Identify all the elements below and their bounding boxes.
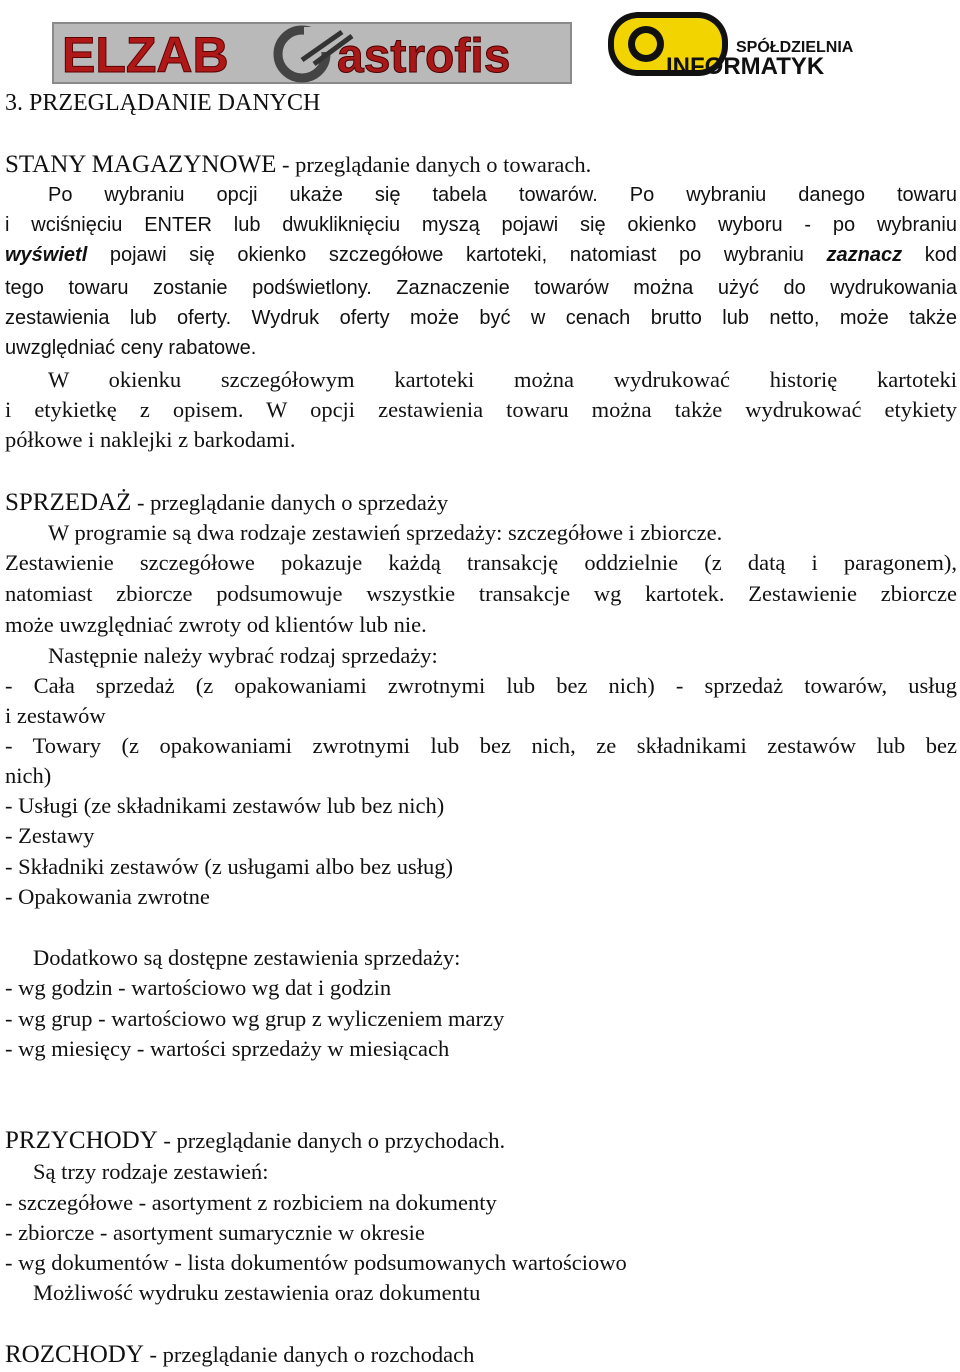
sprzedaz-item-zestawy: - Zestawy [5, 823, 95, 848]
sprzedaz-heading-rest: - przeglądanie danych o sprzedaży [131, 490, 449, 515]
section-title: 3. PRZEGLĄDANIE DANYCH [5, 90, 321, 116]
stany-line-3 [5, 240, 957, 270]
przychody-heading: PRZYCHODY [5, 1127, 158, 1154]
stany-heading-line [5, 150, 957, 180]
rozchody-heading-rest: - przeglądanie danych o rozchodach [143, 1342, 475, 1367]
sprzedaz-line-5: Następnie należy wybrać rodzaj sprzedaży: [48, 643, 438, 668]
sprzedaz-dodatkowo: Dodatkowo są dostępne zestawienia sprzedaży: [33, 945, 461, 970]
stany-line-1: Po wybraniu opcji ukaże się tabela towarów. Po wybraniu danego towaru [48, 184, 957, 206]
przychody-wg-dokumentow: - wg dokumentów - lista dokumentów podsumowanych wartościowo [5, 1250, 627, 1275]
stany-line-8: i etykietkę z opisem. W opcji zestawienia towaru można także wydrukować etykiety [5, 397, 957, 422]
rozchody-heading-line [5, 1340, 957, 1370]
stany-line-7: W okienku szczegółowym kartoteki można wydrukować historię kartoteki [48, 367, 957, 392]
przychody-szczegolowe: - szczegółowe - asortyment z rozbiciem na dokumenty [5, 1190, 497, 1215]
sprzedaz-heading-line [5, 488, 957, 518]
spoldzielnia-text: SPÓŁDZIELNIA [736, 39, 854, 56]
stany-line-3-mid: pojawi się okienko szczegółowe kartoteki, natomiast po wybraniu [87, 244, 827, 266]
sprzedaz-item-opakowania: - Opakowania zwrotne [5, 884, 210, 909]
przychody-zbiorcze: - zbiorcze - asortyment sumarycznie w okresie [5, 1220, 425, 1245]
stany-line-2: i wciśnięciu ENTER lub dwukliknięciu myszą pojawi się okienko wyboru - po wybraniu [5, 214, 957, 236]
sprzedaz-heading: SPRZEDAŻ [5, 489, 132, 516]
sprzedaz-line-1: W programie są dwa rodzaje zestawień sprzedaży: szczegółowe i zbiorcze. [48, 520, 723, 545]
stany-line-9: półkowe i naklejki z barkodami. [5, 427, 296, 452]
elzab-wordmark: ELZAB [62, 27, 229, 83]
przychody-heading-line [5, 1126, 957, 1156]
przychody-line-1: Są trzy rodzaje zestawień: [33, 1159, 269, 1184]
sprzedaz-item-uslugi: - Usługi (ze składnikami zestawów lub bez nich) [5, 793, 445, 818]
informatyk-text: INFORMATYK [666, 53, 825, 80]
elzab-gastrofis-logo [52, 22, 572, 84]
rozchody-heading: ROZCHODY [5, 1341, 144, 1368]
przychody-wydruk: Możliwość wydruku zestawienia oraz dokumentu [33, 1280, 481, 1305]
sprzedaz-item-skladniki: - Składniki zestawów (z usługami albo bez usług) [5, 854, 454, 879]
sprzedaz-line-2: Zestawienie szczegółowe pokazuje każdą transakcję oddzielnie (z datą i paragonem), [5, 550, 957, 575]
gastrofis-wordmark: astrofis [337, 30, 511, 83]
stany-heading-rest: - przeglądanie danych o towarach. [276, 152, 592, 177]
zaznacz-option: zaznacz [826, 244, 903, 266]
sprzedaz-line-4: może uwzględniać zwroty od klientów lub nie. [5, 612, 427, 637]
informatyk-logo [608, 8, 898, 80]
sprzedaz-item-cala-cont: i zestawów [5, 703, 106, 728]
sprzedaz-wg-godzin: - wg godzin - wartościowo wg dat i godzin [5, 975, 392, 1000]
stany-line-3-end: kod [902, 244, 957, 266]
header-logos [0, 0, 960, 92]
wyswietl-option: wyświetl [5, 244, 88, 266]
sprzedaz-line-3: natomiast zbiorcze podsumowuje wszystkie transakcje wg kartotek. Zestawienie zbiorcze [5, 581, 957, 606]
sprzedaz-item-towary-cont: nich) [5, 763, 52, 788]
przychody-heading-rest: - przeglądanie danych o przychodach. [157, 1128, 506, 1153]
sprzedaz-item-cala: - Cała sprzedaż (z opakowaniami zwrotnymi lub bez nich) - sprzedaż towarów, usług [5, 673, 957, 698]
stany-line-5: zestawienia lub oferty. Wydruk oferty może być w cenach brutto lub netto, może także [5, 307, 957, 329]
stany-heading: STANY MAGAZYNOWE [5, 151, 277, 178]
stany-line-6: uwzględniać ceny rabatowe. [5, 337, 257, 359]
sprzedaz-item-towary: - Towary (z opakowaniami zwrotnymi lub bez nich, ze składnikami zestawów lub bez [5, 733, 957, 758]
sprzedaz-wg-miesiecy: - wg miesięcy - wartości sprzedaży w miesiącach [5, 1036, 450, 1061]
stany-line-4: tego towaru zostanie podświetlony. Zaznaczenie towarów można użyć do wydrukowania [5, 277, 957, 299]
sprzedaz-wg-grup: - wg grup - wartościowo wg grup z wyliczeniem marzy [5, 1006, 505, 1031]
